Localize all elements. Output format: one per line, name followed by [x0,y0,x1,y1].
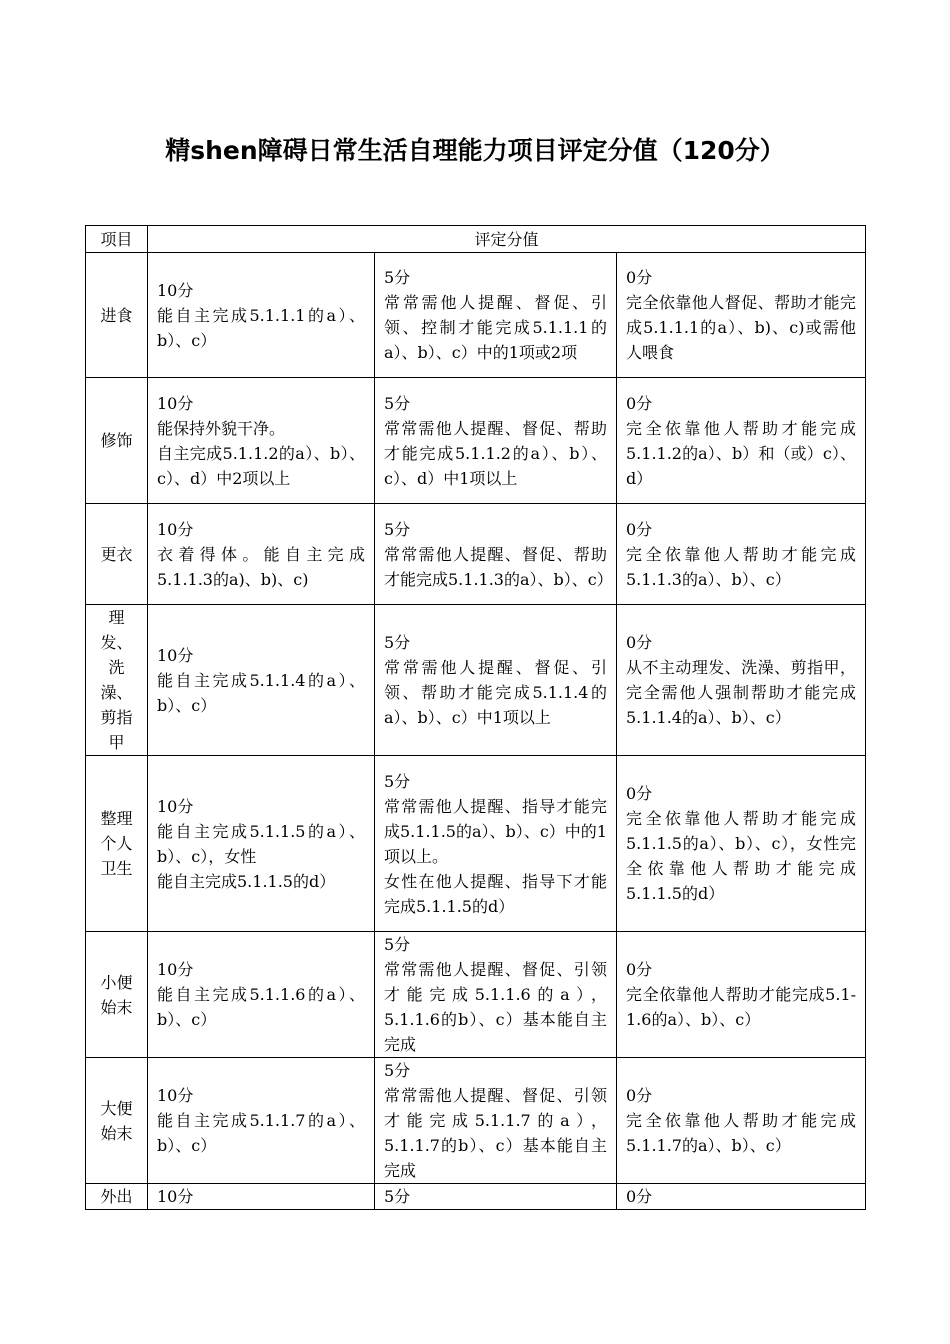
score-description: 完全依靠他人帮助才能完成5.1.1.3的a）、b）、c） [626,544,856,589]
score-description: 常常需他人提醒、督促、引领、帮助才能完成5.1.1.4的a）、b）、c）中1项以上 [384,658,607,727]
score-label: 10分 [157,519,194,539]
item-name-cell: 修饰 [86,378,148,504]
score-0-cell [617,1184,866,1210]
score-description: 能保持外貌干净。 [157,418,286,438]
score-label: 5分 [384,519,411,539]
item-name-cell: 进食 [86,253,148,378]
score-description: 能自主完成5.1.1.4的a）、b）、c） [157,670,365,715]
rating-table [85,225,866,1210]
score-description: 完全依靠他人帮助才能完成5.1.1.2的a）、b）和（或）c）、d） [626,418,856,488]
score-10-cell [148,605,375,756]
score-10-cell [148,756,375,932]
score-description: 衣着得体。能自主完成5.1.1.3的a)、b)、c) [157,544,365,589]
score-description: 能自主完成5.1.1.5的d） [157,871,336,891]
score-10-cell [148,253,375,378]
score-label: 5分 [384,1061,411,1080]
score-description: 能自主完成5.1.1.1的a）、b）、c） [157,305,365,350]
score-10-cell [148,932,375,1058]
score-5-cell [375,378,617,504]
score-label: 0分 [626,1187,653,1206]
score-description: 常常需他人提醒、督促、帮助才能完成5.1.1.3的a）、b）、c） [384,544,613,589]
score-label: 10分 [157,645,194,665]
score-label: 5分 [384,393,411,413]
score-0-cell [617,1058,866,1184]
table-row [86,605,866,756]
score-label: 10分 [157,280,194,300]
score-5-cell [375,756,617,932]
score-10-cell [148,504,375,605]
item-name-cell: 外出 [86,1184,148,1210]
score-5-cell [375,1058,617,1184]
score-label: 10分 [157,1187,194,1206]
table-row [86,504,866,605]
item-name-cell: 更衣 [86,504,148,605]
score-description: 完全依靠他人帮助才能完成5.1-1.6的a）、b）、c） [626,985,856,1029]
score-label: 0分 [626,268,653,287]
score-description: 常常需他人提醒、指导才能完成5.1.1.5的a）、b）、c）中的1项以上。 [384,796,607,866]
score-5-cell [375,1184,617,1210]
score-label: 10分 [157,393,194,413]
header-item: 项目 [86,226,148,253]
score-0-cell [617,756,866,932]
score-0-cell [617,932,866,1058]
score-description: 从不主动理发、洗澡、剪指甲，完全需他人强制帮助才能完成5.1.1.4的a）、b）、c） [626,658,856,727]
table-row [86,378,866,504]
score-label: 5分 [384,935,411,954]
score-description: 完全依靠他人帮助才能完成5.1.1.7的a）、b）、c） [626,1111,856,1155]
score-0-cell [617,504,866,605]
document-title: 精shen障碍日常生活自理能力项目评定分值（120分） [165,136,785,165]
item-name-cell: 小便始末 [86,932,148,1058]
score-5-cell [375,253,617,378]
score-description: 完全依靠他人督促、帮助才能完成5.1.1.1的a）、b)、c)或需他人喂食 [626,293,856,362]
score-label: 5分 [384,633,411,652]
score-label: 5分 [384,268,411,287]
table-row [86,932,866,1058]
score-label: 0分 [626,784,653,803]
score-0-cell [617,605,866,756]
score-label: 5分 [384,1187,411,1206]
table-row [86,1184,866,1210]
table-row [86,253,866,378]
score-5-cell [375,932,617,1058]
score-description: 能自主完成5.1.1.7的a）、b）、c） [157,1111,365,1155]
score-description: 常常需他人提醒、督促、引领才能完成5.1.1.6的a），5.1.1.6的b）、c）基本能自主完成 [384,960,607,1054]
score-5-cell [375,504,617,605]
item-name-cell: 整理个人卫生 [86,756,148,932]
item-name-cell: 大便始末 [86,1058,148,1184]
score-description: 完全依靠他人帮助才能完成5.1.1.5的a）、b）、c），女性完全依靠他人帮助才能完成5.1.1.5的d） [626,809,856,903]
score-label: 0分 [626,519,653,539]
score-description: 女性在他人提醒、指导下才能完成5.1.1.5的d） [384,871,607,916]
score-label: 10分 [157,796,194,816]
score-0-cell [617,253,866,378]
score-label: 0分 [626,633,653,652]
score-0-cell [617,378,866,504]
score-10-cell [148,378,375,504]
score-description: 能自主完成5.1.1.5的a）、b）、c），女性 [157,821,365,866]
score-description: 能自主完成5.1.1.6的a）、b）、c） [157,985,365,1029]
score-label: 5分 [384,771,411,791]
score-description: 常常需他人提醒、督促、引领、控制才能完成5.1.1.1的a）、b）、c）中的1项或2项 [384,293,607,362]
score-label: 10分 [157,960,194,979]
table-row [86,756,866,932]
score-5-cell [375,605,617,756]
table-row [86,1058,866,1184]
score-description: 常常需他人提醒、督促、引领才能完成5.1.1.7的a），5.1.1.7的b）、c）基本能自主完成 [384,1086,607,1180]
score-label: 0分 [626,393,653,413]
item-name-cell: 理发、洗澡、剪指甲 [86,605,148,756]
score-description: 自主完成5.1.1.2的a）、b）、c）、d）中2项以上 [157,443,365,488]
table-header-row [86,226,866,253]
score-label: 0分 [626,1086,653,1105]
score-description: 常常需他人提醒、督促、帮助才能完成5.1.1.2的a）、b）、c）、d）中1项以上 [384,418,607,488]
score-10-cell [148,1184,375,1210]
header-score: 评定分值 [148,226,866,253]
score-10-cell [148,1058,375,1184]
score-label: 10分 [157,1086,194,1105]
score-label: 0分 [626,960,653,979]
